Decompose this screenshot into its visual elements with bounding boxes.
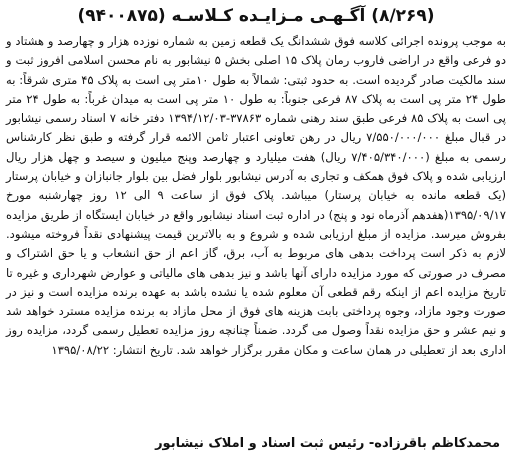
notice-signature: محمدکاظم باقرزاده- رئیس ثبت اسناد و املاک نیشابور <box>155 436 500 451</box>
notice-title: (۸/۲۶۹) آگـهـی مـزایـده کـلاسـه (۹۴۰۰۸۷۵) <box>77 6 435 26</box>
notice-body-text: به موجب پرونده اجرائی کلاسه فوق ششدانگ یک قطعه زمین به شماره نوزده هزار و چهارصد و هشتاد و دو فرعی واقع در اراضی فاروب رمان پلاک ۱۵ اصلی بخش ۵ نیشابور به نام محسن اسلامی افروز ثبت و سند مالکیت صادر گردیده است. به حدود ثبتی: شمالاً به طول ۱۰متر پی است به پلاک ۴۵ متری شرقاً: به طول ۲۴ متر پی است به پلاک ۸۷ فرعی جنوباً: به طول ۱۰ متر پی است به میدان غرباً: به طول ۲۴ متر پی است به پلاک ۸۵ فرعی طبق سند رهنی شماره ۳۷۸۶۳-۱۳۹۴/۱۲/۰۳ دفتر خانه ۷ اسناد رسمی نیشابور در قبال مبلغ ۷/۵۵۰/۰۰۰/۰۰۰ ریال در رهن تعاونی اعتبار ثامن الائمه قرار گرفته و طبق نظر کارشناس رسمی به مبلغ (۷/۴۰۵/۳۴۰/۰۰۰ ریال) هفت میلیارد و چهارصد وپنج میلیون و سیصد و چهل هزار ریال ارزیابی شده و پلاک فوق همکف و تجاری به آدرس نیشابور بلوار فضل بین بلوار جانبازان و خیابان پرستار (یک قطعه مانده به خیابان پرستار) میباشد. پلاک فوق از ساعت ۹ الی ۱۲ روز چهارشنبه مورخ ۱۳۹۵/۰۹/۱۷(هفدهم آذرماه نود و پنج) در اداره ثبت اسناد نیشابور واقع در خیابان ایستگاه از طریق مزایده بفروش میرسد. مزایده از مبلغ ارزیابی شده و شروع و به بالاترین قیمت پیشنهادی نقداً فروخته میشود. لازم به ذکر است پرداخت بدهی های مربوط به آب، برق، گاز اعم از حق انشعاب و یا حق اشتراک و مصرف در صورتی که مورد مزایده دارای آنها باشد و نیز بدهی های مالیاتی و عوارض شهرداری و غیره تا تاریخ مزایده اعم از اینکه رقم قطعی آن معلوم شده یا نشده باشد به عهده برنده مزایده است و نیز در صورت وجود مازاد، وجوه پرداختی بابت هزینه های فوق از محل مازاد به برنده مزایده مسترد خواهد شد و نیم عشر و حق مزایده نقداً وصول می گردد. ضمناً چنانچه روز مزایده تعطیل رسمی گردد، مزایده روز اداری بعد از تعطیلی در همان ساعت و مکان مقرر برگزار خواهد شد. تاریخ انتشار: ۱۳۹۵/۰۸/۲۲ <box>6 34 507 357</box>
auction-notice <box>6 4 506 456</box>
